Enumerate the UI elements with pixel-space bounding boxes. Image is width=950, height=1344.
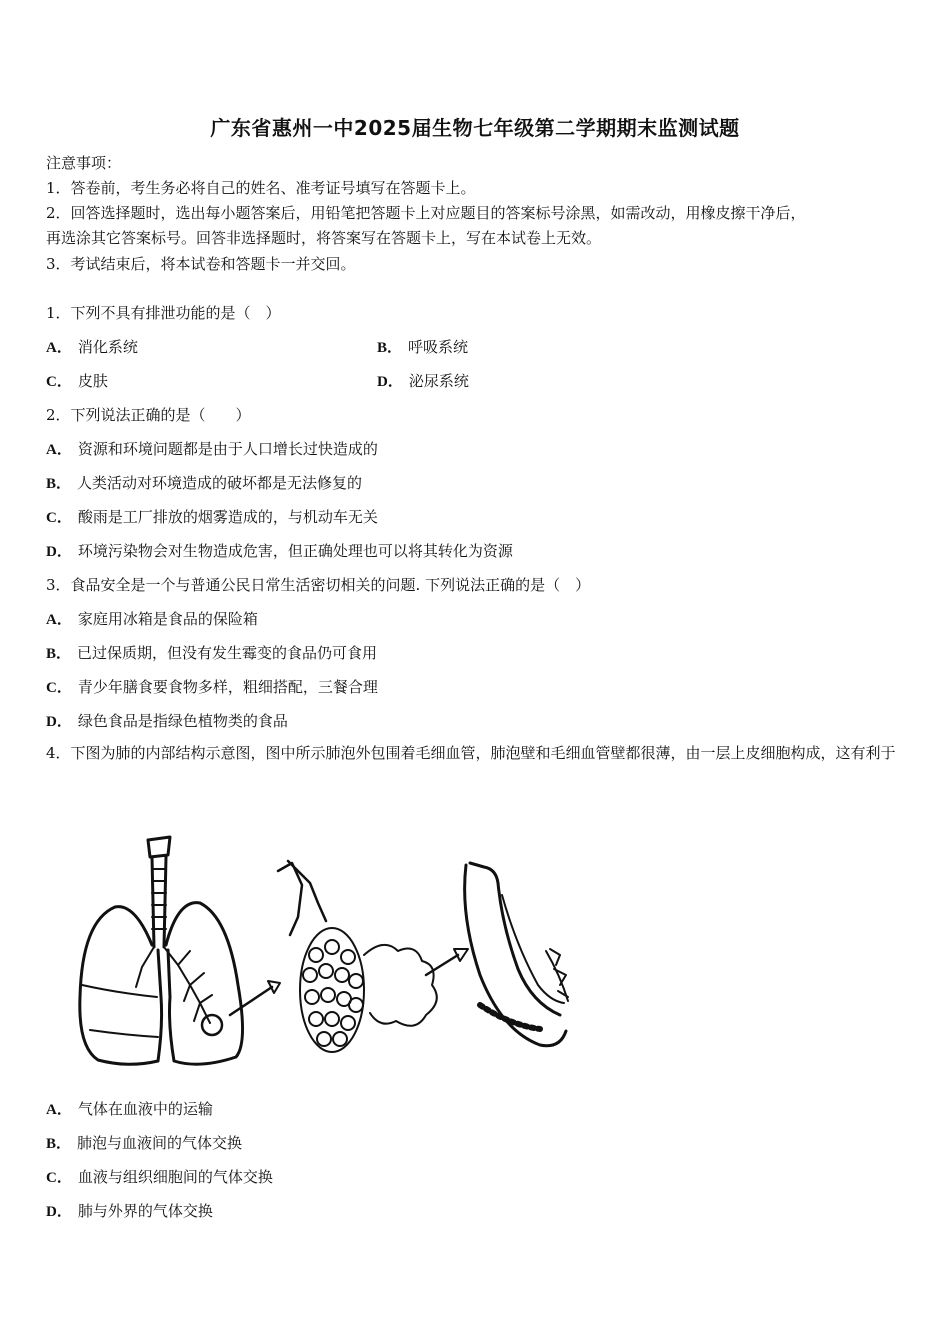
option-text: 青少年膳食要食物多样，粗细搭配，三餐合理 [77,678,378,696]
option-label: D． [377,374,403,390]
alveolar-cluster-drawing [300,928,437,1052]
option-label: C． [46,510,72,526]
question-1-option-a[interactable] [46,336,138,357]
option-label: B． [46,1136,72,1152]
alveolus-cluster-marker [202,1015,222,1035]
option-label: C． [46,374,72,390]
question-3-option-d[interactable] [46,710,288,731]
question-2-option-a[interactable] [46,438,378,459]
notice-item-2: 2．回答选择题时，选出每小题答案后，用铅笔把答题卡上对应题目的答案标号涂黑，如需改动，用橡皮擦干净后， [46,204,806,222]
option-label: C． [46,1170,72,1186]
option-text: 已过保质期，但没有发生霉变的食品仍可食用 [77,644,378,662]
question-1-option-b[interactable] [377,336,468,357]
option-text: 肺泡与血液间的气体交换 [77,1134,243,1152]
option-label: D． [46,714,72,730]
notice-item-3: 3．考试结束后，将本试卷和答题卡一并交回。 [46,255,356,273]
option-label: B． [377,340,403,356]
trachea-drawing [148,837,170,947]
question-4-option-d[interactable] [46,1200,213,1221]
option-label: A． [46,340,72,356]
question-3-option-a[interactable] [46,608,258,629]
question-1-option-d[interactable] [377,370,469,391]
option-label: C． [46,680,72,696]
page-title: 广东省惠州一中2025届生物七年级第二学期期末监测试题 [210,116,740,140]
question-3-option-b[interactable] [46,642,377,663]
question-3-stem: 3．食品安全是一个与普通公民日常生活密切相关的问题. 下列说法正确的是（ ） [46,576,591,594]
right-lung-drawing [166,903,243,1065]
option-text: 家庭用冰箱是食品的保险箱 [77,610,258,628]
option-text: 血液与组织细胞间的气体交换 [77,1168,273,1186]
option-label: B． [46,646,72,662]
left-lung-drawing [80,907,162,1065]
notice-item-1: 1．答卷前，考生务必将自己的姓名、准考证号填写在答题卡上。 [46,179,476,197]
question-1-stem: 1．下列不具有排泄功能的是（ ） [46,304,281,322]
bronchiole-drawing [278,863,302,935]
option-label: D． [46,544,72,560]
option-text: 泌尿系统 [408,372,469,390]
question-3-option-c[interactable] [46,676,378,697]
option-label: A． [46,442,72,458]
option-label: B． [46,476,72,492]
notice-item-2-cont: 再选涂其它答案标号。回答非选择题时，将答案写在答题卡上，写在本试卷上无效。 [46,229,602,247]
option-text: 酸雨是工厂排放的烟雾造成的，与机动车无关 [77,508,378,526]
option-text: 肺与外界的气体交换 [77,1202,213,1220]
notice-heading: 注意事项： [46,154,122,172]
option-text: 呼吸系统 [408,338,469,356]
option-text: 环境污染物会对生物造成危害，但正确处理也可以将其转化为资源 [77,542,513,560]
option-text: 资源和环境问题都是由于人口增长过快造成的 [77,440,378,458]
question-2-option-b[interactable] [46,472,362,493]
question-2-stem: 2．下列说法正确的是（ ） [46,406,251,424]
lung-structure-figure [40,825,580,1075]
option-text: 人类活动对环境造成的破坏都是无法修复的 [77,474,363,492]
bronchi-drawing [136,947,212,1023]
option-text: 皮肤 [77,372,108,390]
question-2-option-c[interactable] [46,506,378,527]
question-2-option-d[interactable] [46,540,513,561]
option-text: 气体在血液中的运输 [77,1100,213,1118]
option-label: A． [46,1102,72,1118]
option-label: D． [46,1204,72,1220]
question-4-option-c[interactable] [46,1166,273,1187]
question-4-option-a[interactable] [46,1098,213,1119]
question-1-option-c[interactable] [46,370,108,391]
alveolus-capillary-drawing [465,863,568,1046]
option-text: 消化系统 [77,338,138,356]
option-text: 绿色食品是指绿色植物类的食品 [77,712,288,730]
option-label: A． [46,612,72,628]
question-4-option-b[interactable] [46,1132,242,1153]
question-4-stem: 4．下图为肺的内部结构示意图，图中所示肺泡外包围着毛细血管，肺泡壁和毛细血管壁都很薄，由一层上皮细胞构成，这有利于 [46,744,896,762]
